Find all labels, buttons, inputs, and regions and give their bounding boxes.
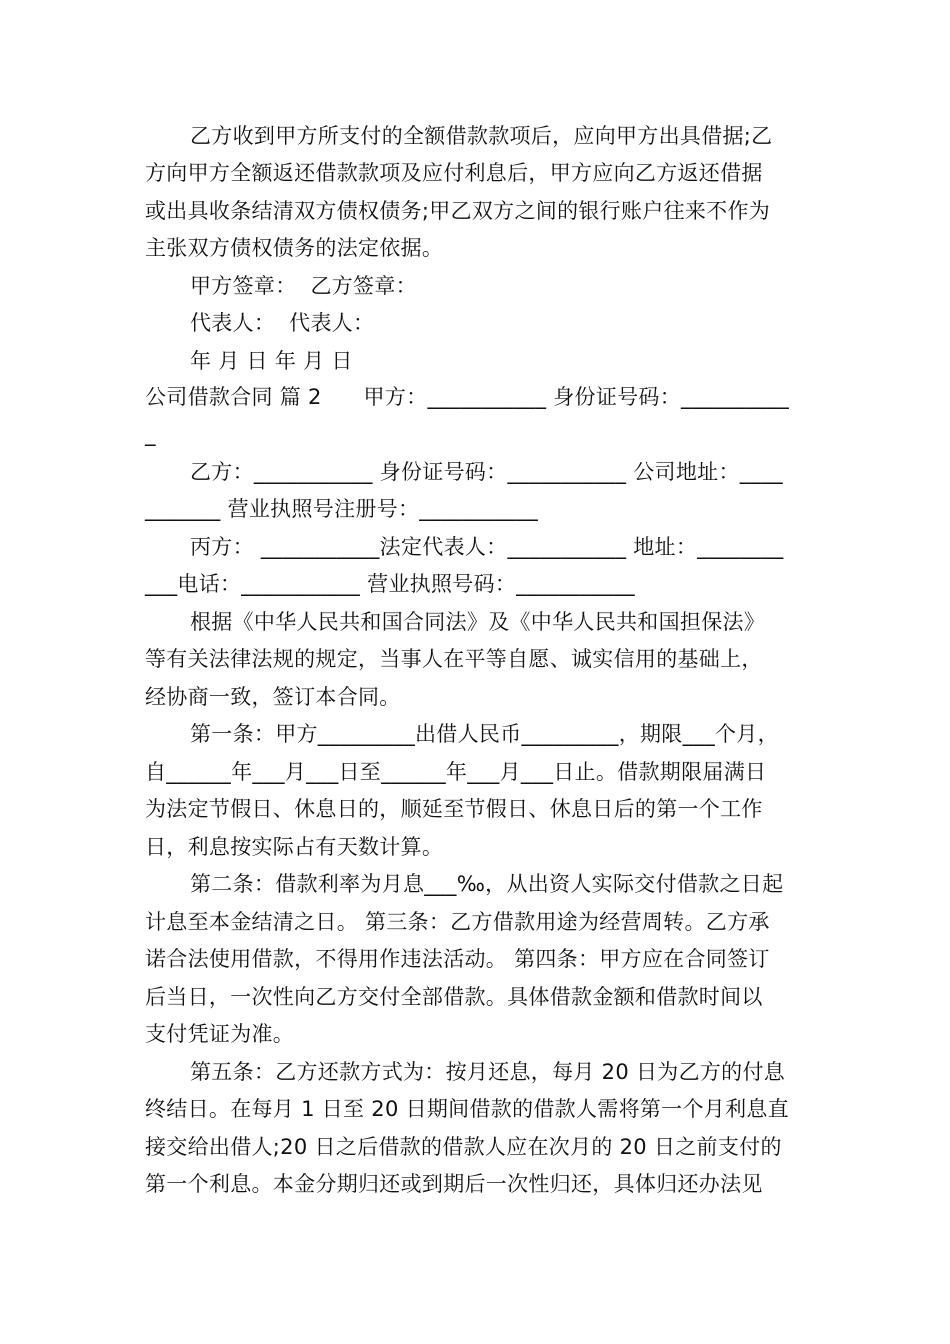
text-line: _______ 营业执照号注册号：___________ (145, 497, 539, 521)
date-line: 年 月 日 年 月 日 (190, 349, 353, 373)
text-line: _ (145, 422, 156, 446)
text-line: 根据《中华人民共和国合同法》及《中华人民共和国担保法》 (190, 610, 766, 634)
text-line: ___电话：___________ 营业执照号码：___________ (145, 572, 635, 596)
text-line: 日，利息按实际占有天数计算。 (145, 835, 444, 859)
text-line: 接交给出借人;20 日之后借款的借款人应在次月的 20 日之前支付的 (145, 1135, 782, 1159)
text-line: 为法定节假日、休息日的，顺延至节假日、休息日后的第一个工作 (145, 797, 763, 821)
signature-line: 甲方签章： 乙方签章： (190, 274, 417, 298)
text-line: 第一条：甲方_________出借人民币_________，期限___个月， (190, 722, 779, 746)
text-line: 终结日。在每月 1 日至 20 日期间借款的借款人需将第一个月利息直 (145, 1097, 789, 1121)
text-line: 自______年___月___日至______年___月___日止。借款期限届满日 (145, 760, 767, 784)
section-heading-line: 公司借款合同 篇 2 甲方：___________ 身份证号码：__________ (145, 385, 790, 409)
text-line: 主张双方债权债务的法定依据。 (145, 236, 444, 260)
representative-line: 代表人： 代表人： (190, 311, 375, 335)
text-line: 方向甲方全额返还借款款项及应付利息后，甲方应向乙方返还借据 (145, 161, 763, 185)
text-line: 计息至本金结清之日。 第三条：乙方借款用途为经营周转。乙方承 (145, 910, 770, 934)
text-line: 或出具收条结清双方债权债务;甲乙双方之间的银行账户往来不作为 (145, 199, 771, 223)
text-line: 第一个利息。本金分期归还或到期后一次性归还，具体归还办法见 (145, 1172, 763, 1196)
text-line: 第五条：乙方还款方式为：按月还息，每月 20 日为乙方的付息 (190, 1060, 786, 1084)
text-line: 丙方： ___________法定代表人：___________ 地址：________ (190, 535, 784, 559)
text-line: 支付凭证为准。 (145, 1022, 295, 1046)
text-line: 第二条：借款利率为月息___‰，从出资人实际交付借款之日起 (190, 872, 784, 896)
text-line: 后当日，一次性向乙方交付全部借款。具体借款金额和借款时间以 (145, 985, 763, 1009)
text-line: 等有关法律法规的规定，当事人在平等自愿、诚实信用的基础上， (145, 647, 763, 671)
text-line: 乙方：___________ 身份证号码：___________ 公司地址：____ (190, 460, 783, 484)
text-line: 经协商一致，签订本合同。 (145, 685, 401, 709)
text-line: 诺合法使用借款，不得用作违法活动。 第四条：甲方应在合同签订 (145, 947, 770, 971)
text-line: 乙方收到甲方所支付的全额借款款项后，应向甲方出具借据;乙 (190, 124, 773, 148)
